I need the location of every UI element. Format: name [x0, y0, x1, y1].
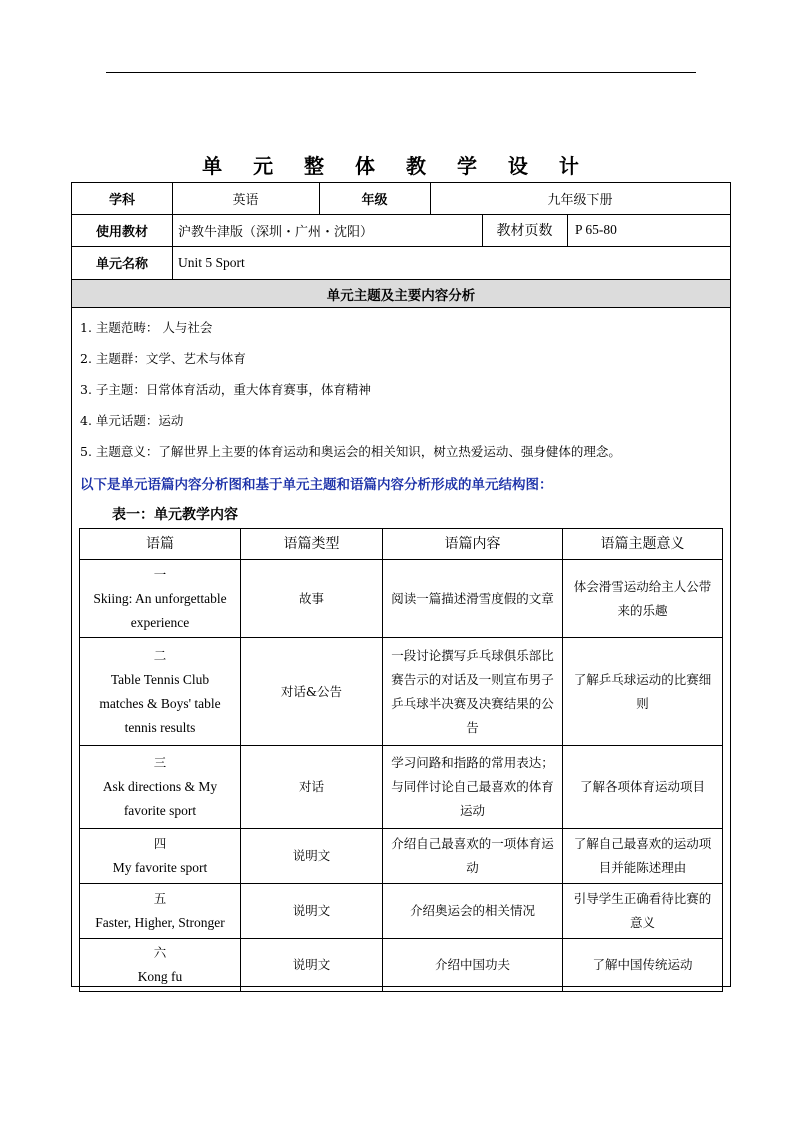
- meaning-cell: 了解自己最喜欢的运动项目并能陈述理由: [563, 829, 723, 884]
- text-cell: [80, 560, 241, 638]
- table-title: 表一：单元教学内容: [112, 507, 238, 523]
- analysis-item: 4. 单元话题：运动: [80, 413, 184, 428]
- text-cell: [80, 884, 241, 939]
- meaning-cell: 了解中国传统运动: [563, 939, 723, 992]
- col-divider: [567, 214, 568, 246]
- text-number: 一: [153, 566, 167, 582]
- table-row: [80, 638, 723, 746]
- meaning-cell: 了解乒乓球运动的比赛细则: [563, 638, 723, 746]
- analysis-item: 1. 主题范畴： 人与社会: [80, 320, 213, 335]
- section-heading: 单元主题及主要内容分析: [72, 279, 730, 308]
- subject-label: 学科: [108, 192, 135, 208]
- type-cell: 说明文: [241, 829, 383, 884]
- type-cell: 故事: [241, 560, 383, 638]
- text-title: Ask directions & My favorite sport: [102, 779, 218, 818]
- content-cell: 介绍中国功夫: [383, 939, 563, 992]
- page-title: 单 元 整 体 教 学 设 计: [202, 154, 591, 178]
- table-row: [80, 939, 723, 992]
- type-cell: 说明文: [241, 939, 383, 992]
- content-cell: 阅读一篇描述滑雪度假的文章: [383, 560, 563, 638]
- text-cell: [80, 746, 241, 829]
- text-title: My favorite sport: [112, 860, 208, 875]
- meaning-cell: 了解各项体育运动项目: [563, 746, 723, 829]
- grade-value: 九年级下册: [547, 192, 613, 208]
- table-row: [80, 884, 723, 939]
- type-cell: 对话: [241, 746, 383, 829]
- analysis-item: 3. 子主题：日常体育活动，重大体育赛事，体育精神: [80, 382, 371, 397]
- text-number: 二: [153, 647, 167, 663]
- text-number: 六: [153, 945, 167, 960]
- text-title: Faster, Higher, Stronger: [95, 915, 225, 930]
- analysis-item: 2. 主题群：文学、艺术与体育: [80, 351, 246, 366]
- table-row: [80, 829, 723, 884]
- type-cell: 说明文: [241, 884, 383, 939]
- content-table: [79, 528, 723, 992]
- pages-value: P 65-80: [575, 222, 617, 237]
- text-title: Skiing: An unforgettable experience: [93, 590, 227, 630]
- unit-value: Unit 5 Sport: [178, 254, 245, 270]
- text-cell: [80, 829, 241, 884]
- structure-note: 以下是单元语篇内容分析图和基于单元主题和语篇内容分析形成的单元结构图：: [80, 477, 553, 493]
- header-cell: 语篇: [80, 529, 241, 560]
- textbook-label: 使用教材: [95, 224, 148, 240]
- text-number: 四: [153, 836, 167, 851]
- meaning-cell: 引导学生正确看待比赛的意义: [563, 884, 723, 939]
- unit-label: 单元名称: [95, 257, 148, 272]
- pages-label: 教材页数: [496, 223, 553, 239]
- table-row: [80, 746, 723, 829]
- header-rule: [106, 72, 696, 73]
- header-cell: 语篇内容: [383, 529, 563, 560]
- grade-label: 年级: [361, 192, 388, 208]
- analysis-item: 5. 主题意义：了解世界上主要的体育运动和奥运会的相关知识，树立热爱运动、强身健体的理念。: [80, 444, 621, 459]
- text-cell: [80, 638, 241, 746]
- type-cell: 对话&公告: [241, 638, 383, 746]
- text-number: 三: [153, 755, 167, 770]
- content-cell: 介绍奥运会的相关情况: [383, 884, 563, 939]
- text-title: Table Tennis Club matches & Boys' table tennis results: [99, 671, 221, 735]
- header-cell: 语篇主题意义: [563, 529, 723, 560]
- content-cell: 学习问路和指路的常用表达；与同伴讨论自己最喜欢的体育运动: [383, 746, 563, 829]
- meaning-cell: 体会滑雪运动给主人公带来的乐趣: [563, 560, 723, 638]
- content-cell: 介绍自己最喜欢的一项体育运动: [383, 829, 563, 884]
- text-cell: [80, 939, 241, 992]
- header-cell: 语篇类型: [241, 529, 383, 560]
- table-row: [80, 560, 723, 638]
- text-title: Kong fu: [137, 969, 183, 984]
- subject-value: 英语: [232, 192, 259, 208]
- text-number: 五: [153, 891, 167, 906]
- content-cell: 一段讨论撰写乒乓球俱乐部比赛告示的对话及一则宣布男子乒乓球半决赛及决赛结果的公告: [383, 638, 563, 746]
- textbook-value: 沪教牛津版（深圳・广州・沈阳）: [178, 224, 374, 240]
- table-header-row: [80, 529, 723, 560]
